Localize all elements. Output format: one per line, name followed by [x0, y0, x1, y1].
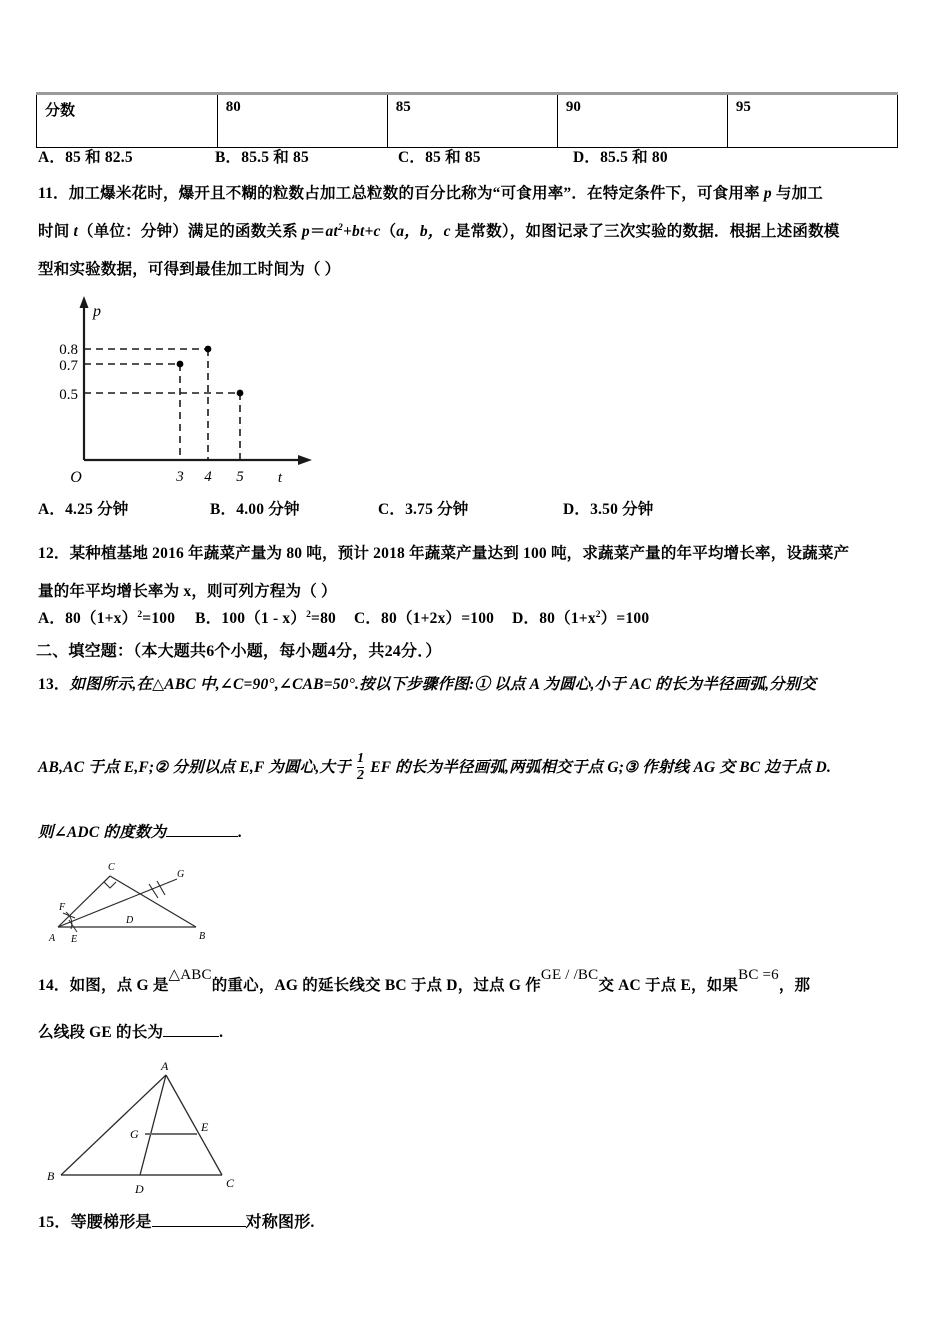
q13-answer-blank[interactable]: [166, 822, 238, 837]
q12-option-a: A．$80(1+x)^2=100$: [38, 610, 176, 628]
fig13-arc-tick-2: [157, 881, 165, 895]
table-cell-score-95: 95: [727, 94, 897, 148]
chart-ylabel-0-5: 0.5: [59, 387, 78, 403]
chart-ylabel-0-8: 0.8: [59, 342, 78, 358]
q11-line2-d: 是常数），如图记录了三次实验的数据．根据上述函数模: [450, 223, 840, 241]
score-table: [36, 92, 898, 148]
fig13-label-D: D: [126, 915, 134, 926]
fig13-tick-F: [63, 913, 75, 918]
fig14-segment-AC: [166, 1075, 222, 1175]
q10-option-c: C．85 和 85: [398, 149, 481, 166]
q11-option-a: A．4.25 分钟: [38, 501, 129, 518]
q12-number: 12．: [38, 545, 70, 562]
q14-math-ge-parallel-bc: GE / /BC: [540, 967, 599, 983]
q13-line3-post: .: [238, 824, 243, 841]
table-cell-score-90: 90: [557, 94, 727, 148]
fig13-label-F: F: [59, 902, 66, 913]
q11-line2-b: （单位：分钟）满足的函数关系: [78, 223, 302, 241]
q13-line2-pre: AB,AC 于点 E,F;② 分别以点 E,F 为圆心,大于: [38, 759, 355, 777]
q11-formula-exponent: 2: [338, 223, 343, 233]
q15-text-line-1: [38, 1212, 315, 1231]
q10-option-d: D．85.5 和 80: [573, 149, 668, 166]
q13-fraction-one-half: $\frac{1}{2}$: [356, 751, 365, 783]
q13-line3-pre: 则∠ADC 的度数为: [38, 824, 167, 841]
q13-line1: 如图所示,在△ABC 中,∠C=90°,∠CAB=50°.按以下步骤作图:① 以点 A 为圆心,小于 AC 的长为半径画弧,分别交: [69, 676, 817, 693]
chart-point-5-0.5: [237, 390, 244, 397]
q11-line2-c: （: [380, 223, 397, 241]
table-cell-label: 分数: [37, 94, 218, 148]
q13-text-line-1: [38, 677, 816, 693]
chart-point-4-0.8: [205, 346, 212, 353]
q12-text-line-2: 量的年平均增长率为 x，则可列方程为（ ）: [38, 583, 337, 600]
fig13-right-angle-mark: [104, 882, 116, 888]
fig13-right-angle-mark-2: [104, 876, 110, 882]
chart-xlabel-3: 3: [176, 469, 184, 485]
fig14-segment-AB: [61, 1075, 166, 1175]
q11-line1-b: 与加工: [771, 185, 823, 202]
fig14-label-C: C: [226, 1176, 235, 1190]
q12-option-c: C．80（1+2x）=100: [353, 610, 495, 628]
q11-formula-p: p: [301, 223, 310, 241]
q11-option-d: D．3.50 分钟: [563, 501, 654, 518]
q10-option-a: A．85 和 82.5: [38, 149, 133, 166]
chart-xlabel-5: 5: [236, 469, 244, 485]
chart-axis-label-t: t: [277, 470, 283, 486]
fig14-label-D: D: [135, 1182, 144, 1196]
q11-formula-rest: +bt+c: [342, 223, 381, 241]
q14-seg-1: 如图，点 G 是: [69, 977, 169, 994]
q11-option-b: B．4.00 分钟: [210, 501, 300, 518]
q14-number: 14．: [38, 977, 70, 994]
q15-post: 对称图形.: [245, 1214, 315, 1231]
q15-number: 15．: [38, 1214, 71, 1231]
fig13-label-B: B: [199, 931, 206, 942]
fig13-label-C: C: [108, 862, 115, 873]
fig14-label-B: B: [47, 1169, 55, 1183]
q14-math-triangle-abc: △ABC: [168, 967, 212, 983]
q15-answer-blank[interactable]: [152, 1212, 246, 1227]
q14-geometry-figure: [44, 1058, 274, 1200]
q13-number: 13．: [38, 676, 70, 693]
q14-line2-pre: 么线段 GE 的长为: [38, 1024, 164, 1041]
chart-y-axis-arrow: [80, 296, 89, 308]
chart-axis-label-p: p: [93, 303, 101, 320]
fig14-segment-AD: [140, 1075, 166, 1175]
fig14-label-E: E: [201, 1120, 209, 1134]
fig13-segment-CB: [110, 876, 196, 927]
chart-xlabel-4: 4: [204, 469, 212, 485]
q12-text-line-1: [38, 546, 849, 562]
q11-option-c: C．3.75 分钟: [378, 501, 469, 518]
q13-geometry-figure: [44, 856, 244, 946]
chart-x-axis-arrow: [298, 455, 312, 465]
q10-option-b: B．85.5 和 85: [215, 149, 309, 166]
q11-var-p: p: [763, 185, 772, 202]
fig13-label-E: E: [71, 934, 78, 945]
q14-line2-post: .: [219, 1024, 224, 1041]
q14-seg-3: 交 AC 于点 E，如果: [598, 977, 739, 994]
chart-point-3-0.7: [177, 361, 184, 368]
table-cell-score-85: 85: [387, 94, 557, 148]
q13-text-line-2: [38, 752, 831, 783]
chart-ylabel-0-7: 0.7: [59, 358, 78, 374]
q12-option-d: D．$80(1+x^2)=100$: [512, 610, 650, 628]
q11-text-line-1: [38, 186, 823, 202]
q11-line1-a: 加工爆米花时，爆开且不糊的粒数占加工总粒数的百分比称为“可食用率”．在特定条件下，可食用率: [68, 185, 764, 202]
fig13-segment-AC: [58, 876, 110, 927]
q11-coordinate-chart: [52, 292, 342, 488]
q11-formula-at: at: [325, 223, 339, 241]
q12-line1: 某种植基地 2016 年蔬菜产量为 80 吨，预计 2018 年蔬菜产量达到 100 吨，求蔬菜产量的年平均增长率，设蔬菜产: [69, 545, 850, 562]
table-cell-score-80: 80: [217, 94, 387, 148]
section-2-heading: 二、填空题：（本大题共6个小题，每小题4分，共24分．）: [36, 643, 442, 660]
q12-option-b: B．100（1 - x）$^2$=80: [195, 610, 336, 628]
q11-formula-eq: ＝: [309, 223, 326, 241]
q13-line2-post: EF 的长为半径画弧,两弧相交于点 G;③ 作射线 AG 交 BC 边于点 D.: [366, 759, 832, 777]
q11-text-line-2: [38, 224, 840, 240]
q11-var-t: t: [73, 223, 78, 241]
q11-formula-consts: a，b，c: [396, 223, 451, 241]
fig13-label-A: A: [49, 933, 56, 944]
q12-options: [38, 611, 649, 627]
table-row: [37, 94, 898, 148]
fig13-label-G: G: [177, 869, 185, 880]
q13-text-line-3: [38, 822, 242, 841]
q14-seg-4: ，那: [778, 977, 811, 994]
fig13-arc-tick-1: [149, 884, 158, 898]
fig14-label-G: G: [130, 1127, 139, 1141]
fig14-label-A: A: [161, 1059, 169, 1073]
q14-text-line-1: [38, 967, 811, 994]
q14-text-line-2: [38, 1022, 223, 1041]
q11-line2-a: 时间: [38, 223, 74, 241]
q15-pre: 等腰梯形是: [70, 1214, 152, 1231]
chart-origin-label: O: [70, 469, 82, 486]
q14-math-bc-equals-6: BC =6: [738, 967, 779, 983]
q14-answer-blank[interactable]: [163, 1022, 219, 1037]
q14-seg-2: 的重心，AG 的延长线交 BC 于点 D，过点 G 作: [211, 977, 541, 994]
fig13-ray-AG: [58, 879, 177, 927]
q11-text-line-3: 型和实验数据，可得到最佳加工时间为（ ）: [38, 261, 341, 278]
q11-number: 11．: [38, 185, 69, 202]
fig13-tick-E: [69, 920, 77, 932]
